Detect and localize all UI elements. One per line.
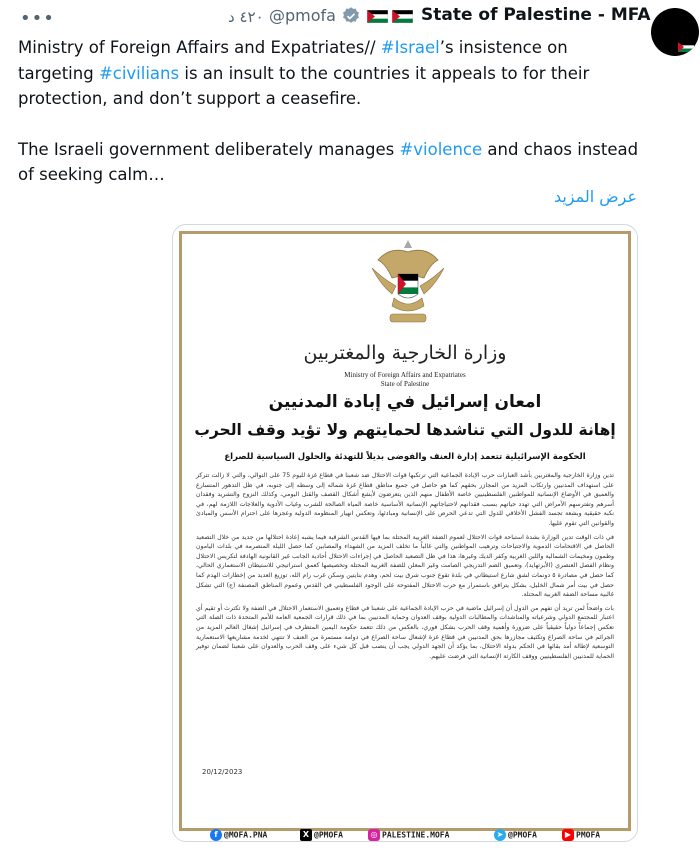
tweet-text [18, 35, 643, 188]
instagram-icon: ◎ [368, 829, 380, 841]
text-segment: Ministry of Foreign Affairs and Expatriates// [18, 38, 381, 57]
tweet-paragraph [18, 35, 643, 112]
text-segment: and chaos instead of seeking calm… [18, 139, 639, 184]
ministry-name-line: Ministry of Foreign Affairs and Expatriates [344, 371, 466, 379]
ministry-name-english [182, 371, 628, 389]
hashtag-link[interactable]: #Israel [380, 38, 440, 57]
tweet-image[interactable] [172, 224, 638, 842]
x-handle [300, 829, 343, 841]
ministry-name-arabic: وزارة الخارجية والمغتربين [303, 342, 507, 364]
document-title: امعان إسرائيل في إبادة المدنيين [268, 392, 542, 412]
palestine-flag-icon [392, 10, 413, 23]
document-frame [179, 231, 631, 840]
facebook-handle [210, 829, 267, 841]
youtube-label: PMOFA [576, 830, 601, 840]
x-label: @PMOFA [314, 830, 343, 840]
instagram-handle [368, 829, 449, 841]
text-segment: is an insult to the countries it appeals to for their protection, and don’t support a ceasefire. [18, 63, 590, 108]
text-segment: The Israeli government deliberately manages [18, 139, 400, 159]
instagram-label: PALESTINE.MOFA [382, 830, 450, 840]
show-more-link[interactable]: عرض المزيد [553, 187, 637, 206]
social-footer [210, 829, 620, 842]
facebook-icon: f [210, 829, 222, 841]
country-name-line: State of Palestine [380, 380, 430, 388]
facebook-label: @MOFA.PNA [224, 830, 268, 840]
user-handle[interactable]: @pmofa [269, 6, 336, 25]
youtube-icon: ▶ [562, 829, 574, 841]
youtube-handle [562, 829, 600, 841]
document-paragraph: تدين وزارة الخارجية والمغتربين بأشد العبارات حرب الإبادة الجماعية التي ترتكبها قوات الاحتلال ضد شعبنا في قطاع غزة لليوم 75 على التوالي، والتي لا زالت تتركز على استهداف المدنيين وارتكاب المزيد من المجازر بحقهم كما هو حاصل في جميع مناطق قطاع غزة شماله إلى وسطه إلى جنوبه، في ظل التدهور المتسارع والعميق في الأوضاع الإنسانية للمواطنين الفلسطينيين خاصة الأطفال منهم الذين يتعرضون لأبشع أشكال القصف والقتل اليومي، وكذلك النزوح والتشريد وفقدان أسرهم وتفترسهم الأمراض التي تهدد حياتهم بسبب فقدانهم لاحتياجاتهم الإنسانية الأساسية خاصة المياه الصالحة للشرب وغياب الأدوية والعلاجات اللازمة لهم، في نكبة حقيقية وبشعة تجسد الفشل الأخلاقي للدول التي تدعي الحرص على الإنسانية ومبادئها، وتعكس انهيار المنظومة الدولية وعجزها على احترام الأسس والمبادئ والقوانين التي تقوم عليها. [196, 472, 614, 527]
more-options-icon[interactable]: ••• [20, 8, 55, 29]
avatar[interactable] [651, 8, 699, 56]
timestamp[interactable]: ٤٢٠ د [228, 8, 264, 26]
palestine-flag-icon [678, 42, 694, 52]
document-paragraph: بات واضحاً لمن تريد أن تفهم من الدول أن إسرائيل ماضية في حرب الإبادة الجماعية على شعبنا في قطاع وتعميق الاستعمار الاحتلال في الضفة ولا تكترث أو تقيم أي اعتبار للمجتمع الدولي وشرعياته والمناشدات والمطالبات الدولية بوقف العدوان وحماية المدنيين بما في ذلك قرارات الجمعية العامة للأمم المتحدة ذات الصلة التي تعكس إجماعاً دولياً حقيقياً على ضرورة وأهمية وقف الحرب بشكل فوري، بالعكس من ذلك تتعمد حكومة اليمين المتطرف في إسرائيل إشغال العالم المزيد من الجرائم في ساحة الصراع وتكثيف مجازرها بحق المدنيين في قطاع غزة لإشعال ساحة الصراع في دوامة مستمرة من العنف لا تنتهي لخدمة مشاريعها الاستعمارية التوسعية لإطالة أمد بقائها في الحكم بدولة الاحتلال، بما يؤكد أن الجهد الدولي يجب أن ينصب قبل كل شيء على وقف الحرب والعدوان على شعبنا لضمان توفير الحماية للمدنيين الفلسطينيين ووقف الكارثة الإنسانية التي فرضت عليهم. [196, 604, 614, 660]
verified-badge-icon [341, 6, 361, 26]
text-segment: ’s insistence on targeting [18, 38, 568, 83]
telegram-handle [494, 829, 537, 841]
hashtag-link[interactable]: #violence [399, 139, 483, 159]
display-name[interactable]: State of Palestine - MFA [421, 5, 651, 25]
tweet-paragraph [18, 137, 643, 188]
telegram-icon: ➤ [494, 829, 506, 841]
palestine-flag-icon [367, 10, 388, 23]
document-title-line2: إهانة للدول التي تناشدها لحمايتهم ولا تؤيد وقف الحرب [194, 421, 616, 439]
document-date: 20/12/2023 [202, 768, 243, 776]
document-paragraph: في ذات الوقت تدين الوزارة بشدة استباحة قوات الاحتلال لعموم الضفة الغربية المحتلة بما فيها القدس الشرقية فيما يشبه إعادة احتلالها من جديد من خلال التصعيد الحاصل في الاقتحامات الدموية والاجتياحات وترهيب المواطنين والتي غالباً ما تخلف المزيد من الشهداء والمصابين كما حصل الليلة المنصرمة في بلدات اليامون وطمون ومخيمات الشمالية واللبن الغربية وكفر الديك وغيرها، هذا في ظل التصعيد الحاصل في إجراءات الاحتلال أحادية الجانب غير القانونية الهادفة لتكريس الاحتلال ونظام الفصل العنصري (الأبرتهايد)، وتعميق الضم التدريجي الصامت وغير المعلن للضفة الغربية المحتلة وتخصيصها كعمق استراتيجي للاستيطان الاستعماري الحالي، كما حصل في مصادرة ٥ دونمات لشق شارع استيطاني في بلدة تقوع جنوب شرق بيت لحم، وهدم بنايتين وسكن غرب رام الله، توزيع العديد من إخطارات الهدم كما حصل في بيت أمر شمال الخليل، بشكل يترافق باستمرار مع حرب الاحتلال المفتوحة على الوجود الفلسطيني في القدس وعموم المناطق المصنفة (ج) التي تشكل غالبية مساحة الضفة الغربية المحتلة. [196, 533, 615, 599]
x-icon: X [300, 829, 312, 841]
document-subheading: الحكومة الإسرائيلية تتعمد إدارة العنف والفوضى بديلاً للتهدئة والحلول السياسية للصراع [224, 452, 586, 462]
hashtag-link[interactable]: #civilians [98, 63, 180, 83]
document-body [196, 471, 614, 665]
telegram-label: @PMOFA [508, 830, 537, 840]
ministry-emblem-icon [368, 234, 448, 330]
tweet-header [0, 0, 700, 36]
